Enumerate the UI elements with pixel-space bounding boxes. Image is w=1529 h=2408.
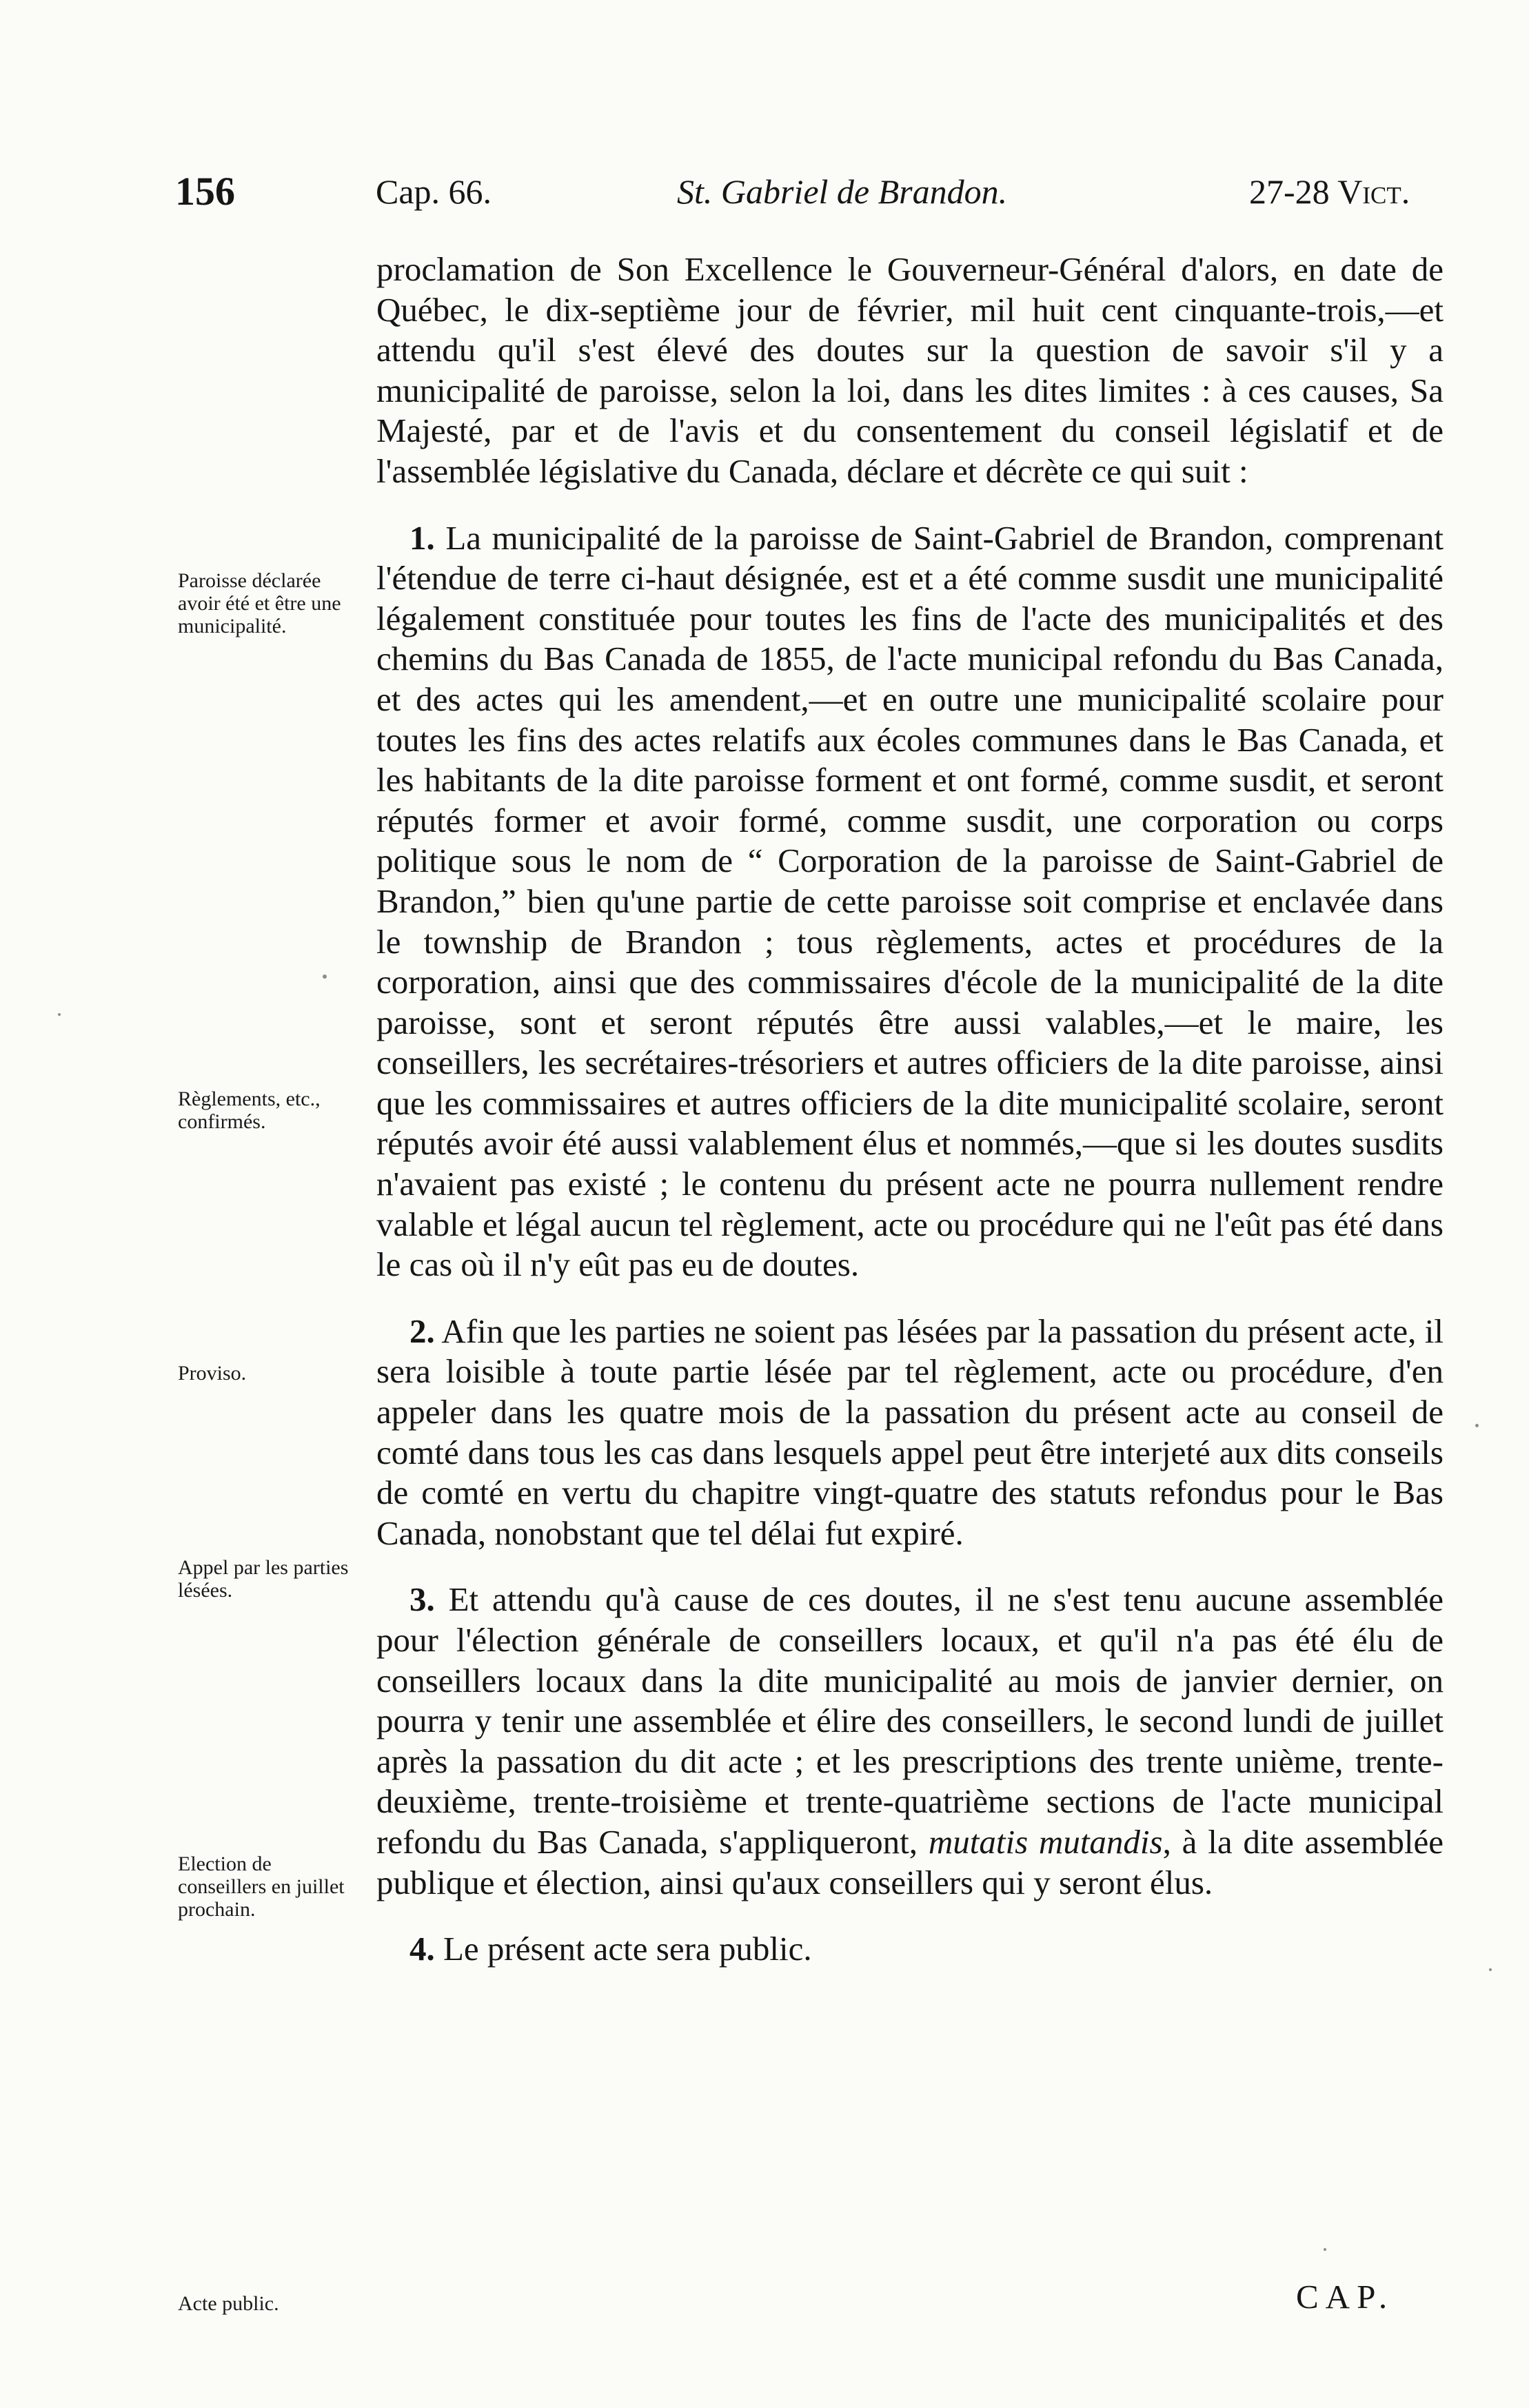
- section-text: La municipalité de la paroisse de Saint-Gabriel de Brandon, comprenant l'étendue de terre ci-haut désignée, est et a été comme susdit une municipalité légalement constituée pour toutes les fins de l'acte des municipalités et des chemins du Bas Canada de 1855, de l'acte municipal refondu du Bas Canada, et des actes qui les amendent,—et en outre une municipalité scolaire pour toutes les fins des actes relatifs aux écoles communes dans le Bas Canada, et les habitants de la dite paroisse forment et ont formé, comme susdit, et seront réputés former et avoir formé, comme susdit, une corporation ou corps politique sous le nom de “ Corporation de la paroisse de Saint-Gabriel de Brandon,” bien qu'une partie de cette paroisse soit comprise et enclavée dans le township de Brandon ; tous règlements, actes et procédures de la corporation, ainsi que des commissaires d'école de la municipalité de la dite paroisse, sont et seront réputés être aussi valables,—et le maire, les conseillers, les secrétaires-trésoriers et autres officiers de la dite paroisse, ainsi que les commissaires et autres officiers de la dite municipalité scolaire, seront réputés avoir été aussi valablement élus et nommés,—que si les doutes susdits n'avaient pas existé ; le contenu du présent acte ne pourra nullement rendre valable et légal aucun tel règlement, acte ou procédure qui ne l'eût pas été dans le cas où il n'y eût pas eu de doutes.: [376, 518, 1444, 1284]
- act-title: St. Gabriel de Brandon.: [677, 172, 1008, 211]
- body-text: [376, 249, 1444, 1970]
- section-number: 2.: [409, 1312, 435, 1350]
- section-text: Le présent acte sera public.: [443, 1930, 812, 1968]
- section-text-continued: , à la dite assemblée publique et élection, ainsi qu'aux conseillers qui y seront élus.: [376, 1822, 1444, 1901]
- catchword: CAP.: [1296, 2278, 1395, 2316]
- section-2: [376, 1312, 1444, 1554]
- section-number: 3.: [409, 1580, 435, 1619]
- regnal-year: 27-28 Vict.: [1249, 172, 1410, 211]
- section-4: [376, 1929, 1444, 1970]
- section-3: [376, 1580, 1444, 1903]
- margin-note-proviso: Proviso.: [178, 1362, 247, 1385]
- scan-speck: [1489, 1968, 1492, 1971]
- section-number: 1.: [409, 518, 435, 557]
- section-number: 4.: [409, 1930, 435, 1968]
- section-1: [376, 518, 1444, 1285]
- margin-note-paroisse: Paroisse déclarée avoir été et être une municipalité.: [178, 569, 341, 637]
- scan-speck: [1324, 2248, 1326, 2251]
- latin-phrase: mutatis mutandis: [928, 1822, 1163, 1861]
- page-number: 156: [175, 169, 235, 214]
- margin-note-reglements: Règlements, etc., confirmés.: [178, 1088, 321, 1133]
- preamble-paragraph: proclamation de Son Excellence le Gouverneur-Général d'alors, en date de Québec, le dix-septième jour de février, mil huit cent cinquante-trois,—et attendu qu'il s'est élevé des doutes sur la question de savoir s'il y a municipalité de paroisse, selon la loi, dans les dites limites : à ces causes, Sa Majesté, par et de l'avis et du consentement du conseil législatif et de l'assemblée législative du Canada, déclare et décrète ce qui suit :: [376, 250, 1444, 490]
- chapter-label: Cap. 66.: [376, 172, 492, 211]
- margin-note-acte-public: Acte public.: [178, 2292, 279, 2315]
- scan-speck: [58, 1013, 61, 1016]
- margin-note-appel: Appel par les parties lésées.: [178, 1556, 349, 1602]
- section-text: Et attendu qu'à cause de ces doutes, il ne s'est tenu aucune assemblée pour l'élection générale de conseillers locaux, et qu'il n'a pas été élu de conseillers locaux dans la dite municipalité au mois de janvier dernier, on pourra y tenir une assemblée et élire des conseillers, le second lundi de juillet après la passation du dit acte ; et les prescriptions des trente unième, trente-deuxième, trente-troisième et trente-quatrième sections de l'acte municipal refondu du Bas Canada, s'appliqueront,: [376, 1580, 1444, 1861]
- section-text: Afin que les parties ne soient pas lésées par la passation du présent acte, il sera loisible à toute partie lésée par tel règlement, acte ou procédure, d'en appeler dans les quatre mois de la passation du présent acte au conseil de comté dans tous les cas dans lesquels appel peut être interjeté aux dits conseils de comté en vertu du chapitre vingt-quatre des statuts refondus pour le Bas Canada, nonobstant que tel délai fut expiré.: [376, 1312, 1444, 1552]
- scan-speck: [1475, 1424, 1479, 1427]
- scan-speck: [323, 975, 327, 979]
- margin-note-election: Election de conseillers en juillet prochain.: [178, 1853, 345, 1921]
